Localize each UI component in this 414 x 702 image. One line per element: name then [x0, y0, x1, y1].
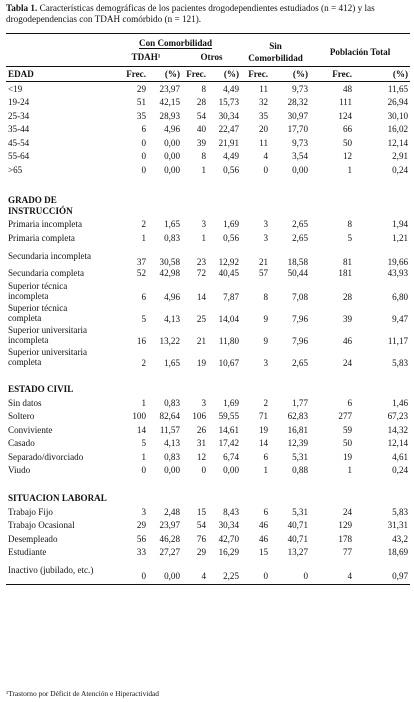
table-row	[6, 324, 410, 346]
data-cell: 181	[338, 268, 353, 279]
table-row	[6, 559, 410, 585]
data-cell: 72	[196, 268, 206, 279]
table-row	[6, 546, 410, 560]
data-cell: 4,13	[164, 438, 180, 449]
data-cell: 28,32	[287, 97, 309, 108]
spacer-cell	[6, 177, 410, 191]
section-title: ESTADO CIVIL	[8, 384, 74, 394]
data-cell: 22,47	[218, 124, 240, 135]
header-con-comorbilidad: Con Comorbilidad	[139, 38, 213, 48]
header-tdah: TDAH¹	[131, 52, 161, 62]
data-cell: 19	[342, 451, 353, 462]
data-cell: 12,92	[218, 256, 240, 267]
section-title: SITUACION LABORAL	[8, 493, 107, 503]
data-cell: 0	[141, 465, 146, 476]
header-sin-comorbilidad: Sin Comorbilidad	[241, 34, 310, 67]
data-cell: 29	[196, 547, 206, 558]
data-cell: 57	[258, 268, 269, 279]
data-cell: 48	[342, 83, 353, 94]
data-cell: 0,00	[164, 151, 180, 162]
data-cell: 106	[192, 411, 206, 422]
data-cell: 0,24	[392, 465, 409, 476]
data-cell: 16,29	[218, 547, 240, 558]
data-cell: 2,65	[292, 232, 309, 243]
row-label: Casado	[8, 438, 35, 449]
data-cell: 21	[258, 256, 269, 267]
header-otros: Otros	[200, 52, 223, 62]
data-cell: 0,83	[164, 451, 180, 462]
row-label: Superior técnica completa	[8, 303, 68, 323]
data-cell: 37	[136, 256, 146, 267]
data-cell: 46	[258, 533, 269, 544]
data-cell: 11,17	[387, 336, 409, 346]
data-cell: 82,64	[159, 411, 180, 422]
data-cell: 59	[342, 424, 353, 435]
row-label: Inactivo (jubilado, etc.)	[6, 559, 110, 585]
data-cell: 11,80	[218, 336, 240, 346]
data-cell: 16,02	[387, 124, 409, 135]
data-cell: 0,56	[223, 232, 240, 243]
data-cell: 2	[263, 397, 269, 408]
data-cell: 5	[347, 232, 353, 243]
data-cell: 3	[263, 232, 269, 243]
data-cell: 40,71	[287, 520, 309, 531]
data-cell: 12	[196, 451, 206, 462]
data-cell: 0	[141, 151, 146, 162]
data-cell: 27,27	[159, 547, 180, 558]
data-cell: 18,69	[387, 547, 409, 558]
data-cell: 50,44	[287, 268, 309, 279]
row-label: 25-34	[8, 110, 30, 121]
data-cell: 2,91	[392, 151, 409, 162]
data-cell: 31	[196, 438, 206, 449]
data-cell: 56	[136, 533, 146, 544]
section-header-row	[6, 382, 410, 396]
section-header-row	[6, 191, 410, 218]
data-cell: 3,54	[292, 151, 309, 162]
data-cell: 100	[132, 411, 146, 422]
data-cell: 3	[201, 219, 206, 230]
data-cell: 8	[201, 83, 206, 94]
data-cell: 277	[338, 411, 353, 422]
data-cell: 1,94	[392, 219, 409, 230]
data-cell: 14	[258, 438, 269, 449]
section-title: EDAD	[6, 67, 110, 82]
data-cell: 29	[136, 520, 146, 531]
spacer-row	[6, 177, 410, 191]
data-cell: 0,00	[164, 164, 180, 175]
table-row	[6, 267, 410, 281]
row-label: 55-64	[8, 151, 30, 162]
data-cell: 26,94	[387, 97, 409, 108]
data-cell: 35	[136, 110, 146, 121]
data-cell: 51	[136, 97, 146, 108]
data-cell: 19	[258, 424, 269, 435]
data-cell: 6	[141, 124, 146, 135]
row-label: >65	[8, 164, 23, 175]
data-cell: 24	[342, 358, 353, 368]
data-cell: 0,24	[392, 164, 409, 175]
row-label: Desempleado	[8, 533, 58, 544]
table-row	[6, 410, 410, 424]
table-row	[6, 163, 410, 177]
data-cell: 1	[201, 164, 206, 175]
data-cell: 11	[259, 137, 269, 148]
data-cell: 4,61	[392, 451, 409, 462]
data-cell: 4,49	[223, 151, 240, 162]
spacer-row	[6, 477, 410, 491]
data-cell: 3	[201, 397, 206, 408]
data-cell: 5	[141, 438, 146, 449]
row-label: 19-24	[8, 97, 30, 108]
data-cell: 8,43	[223, 506, 240, 517]
data-cell: 50	[342, 438, 353, 449]
data-cell: 11,65	[387, 83, 409, 94]
data-cell: 6	[347, 397, 353, 408]
section-header-filler	[110, 382, 410, 396]
caption-label: Tabla 1.	[6, 3, 38, 13]
table-row	[6, 82, 410, 96]
data-cell: 0,83	[164, 397, 180, 408]
table-row	[6, 396, 410, 410]
spacer-cell	[6, 368, 410, 382]
data-cell: 9,47	[392, 314, 409, 324]
data-cell: 1	[347, 164, 353, 175]
data-cell: 1	[141, 451, 146, 462]
data-cell: 4,96	[164, 124, 180, 135]
data-cell: 15,73	[218, 97, 240, 108]
data-cell: 39	[342, 314, 353, 324]
table-row	[6, 464, 410, 478]
data-cell: 20	[258, 124, 269, 135]
data-cell: 1,65	[164, 358, 180, 368]
data-cell: 14	[136, 424, 146, 435]
data-cell: 2,65	[292, 358, 309, 368]
data-cell: 1	[347, 465, 353, 476]
data-cell: 46,28	[159, 533, 180, 544]
row-label: Conviviente	[8, 424, 53, 435]
data-cell: 7,96	[292, 336, 309, 346]
header-pct: (%)	[354, 67, 410, 82]
row-label: Superior universitaria incompleta	[8, 325, 88, 345]
data-cell: 0	[263, 164, 269, 175]
data-cell: 14,61	[218, 424, 240, 435]
data-cell: 1,46	[392, 397, 409, 408]
header-frec: Frec.	[110, 67, 148, 82]
data-cell: 5,31	[292, 451, 309, 462]
data-cell: 50	[342, 137, 353, 148]
data-cell: 6	[263, 506, 269, 517]
caption-text: Características demográficas de los pacientes drogodependientes estudiados (n = 412) y las drogodependencias con TDAH comórbido (n = 121).	[6, 3, 375, 24]
data-cell: 21	[196, 336, 206, 346]
table-row	[6, 280, 410, 302]
row-label: Secundaria completa	[8, 268, 85, 279]
data-cell: 9,73	[292, 137, 309, 148]
data-cell: 2,65	[292, 219, 309, 230]
data-cell: 2,48	[164, 506, 180, 517]
data-cell: 0,00	[292, 164, 309, 175]
row-label: Primaria completa	[8, 232, 75, 243]
data-cell: 0	[110, 559, 148, 585]
table-row	[6, 505, 410, 519]
header-poblacion-total: Población Total	[310, 34, 410, 67]
table-row	[6, 519, 410, 533]
header-pct: (%)	[148, 67, 182, 82]
data-cell: 12	[342, 151, 353, 162]
data-cell: 42,98	[159, 268, 180, 279]
data-cell: 46	[258, 520, 269, 531]
data-cell: 4,49	[223, 83, 240, 94]
data-cell: 4	[182, 559, 208, 585]
header-frec: Frec.	[241, 67, 270, 82]
row-label: Estudiante	[8, 547, 47, 558]
data-cell: 1,69	[223, 219, 240, 230]
data-cell: 0	[141, 164, 146, 175]
data-cell: 77	[342, 547, 353, 558]
data-cell: 5,83	[392, 358, 409, 368]
data-cell: 1	[201, 232, 206, 243]
data-cell: 81	[342, 256, 353, 267]
data-cell: 1,69	[223, 397, 240, 408]
data-cell: 6	[141, 292, 146, 302]
table-row	[6, 218, 410, 232]
data-cell: 28	[342, 292, 353, 302]
table-row	[6, 450, 410, 464]
data-cell: 7,87	[223, 292, 240, 302]
data-cell: 8	[201, 151, 206, 162]
data-cell: 54	[196, 520, 206, 531]
footnote: ¹Trastorno por Déficit de Atención e Hiperactividad	[6, 689, 159, 698]
table-row	[6, 109, 410, 123]
row-label: <19	[8, 83, 23, 94]
data-cell: 14	[196, 292, 206, 302]
data-cell: 12,14	[387, 438, 409, 449]
data-cell: 23,97	[159, 520, 180, 531]
data-cell: 5,31	[292, 506, 309, 517]
data-cell: 71	[258, 411, 269, 422]
data-cell: 18,58	[287, 256, 309, 267]
demographics-table	[6, 33, 410, 585]
data-cell: 42,15	[159, 97, 180, 108]
data-cell: 39	[196, 137, 206, 148]
header-pct: (%)	[270, 67, 310, 82]
data-cell: 66	[342, 124, 353, 135]
data-cell: 29	[136, 83, 146, 94]
row-label: Trabajo Fijo	[8, 506, 53, 517]
row-label: Trabajo Ocasional	[8, 520, 75, 531]
data-cell: 30,97	[287, 110, 309, 121]
data-cell: 16,81	[287, 424, 309, 435]
data-cell: 14,32	[387, 424, 409, 435]
data-cell: 1,65	[164, 219, 180, 230]
data-cell: 16	[136, 336, 146, 346]
data-cell: 54	[196, 110, 206, 121]
spacer-cell	[6, 477, 410, 491]
data-cell: 0	[270, 559, 310, 585]
data-cell: 2	[141, 219, 146, 230]
section-header-filler	[110, 191, 410, 218]
data-cell: 28,93	[159, 110, 180, 121]
section-header-row	[6, 491, 410, 505]
data-cell: 0	[241, 559, 270, 585]
data-cell: 129	[338, 520, 353, 531]
data-cell: 43,93	[387, 268, 409, 279]
data-cell: 1,77	[292, 397, 309, 408]
header-pct: (%)	[208, 67, 241, 82]
data-cell: 178	[338, 533, 353, 544]
data-cell: 0,00	[148, 559, 182, 585]
data-cell: 0,00	[223, 465, 240, 476]
header-frec: Frec.	[310, 67, 354, 82]
data-cell: 1	[263, 465, 269, 476]
data-cell: 6,74	[223, 451, 240, 462]
data-cell: 11,57	[159, 424, 180, 435]
data-cell: 28	[196, 97, 206, 108]
table-row	[6, 423, 410, 437]
data-cell: 9	[263, 314, 269, 324]
row-label: Superior universitaria completa	[8, 347, 88, 367]
data-cell: 25	[196, 314, 206, 324]
data-cell: 26	[196, 424, 206, 435]
data-cell: 9	[263, 336, 269, 346]
data-cell: 43,2	[392, 533, 409, 544]
data-cell: 9,73	[292, 83, 309, 94]
data-cell: 0,56	[223, 164, 240, 175]
data-cell: 3	[263, 219, 269, 230]
data-cell: 23,97	[159, 83, 180, 94]
data-cell: 5,83	[392, 506, 409, 517]
data-cell: 0,97	[354, 559, 410, 585]
data-cell: 0,83	[164, 232, 180, 243]
table-row	[6, 245, 410, 267]
table-row	[6, 302, 410, 324]
data-cell: 7,08	[292, 292, 309, 302]
table-row	[6, 346, 410, 368]
data-cell: 19,66	[387, 256, 409, 267]
data-cell: 40	[196, 124, 206, 135]
header-row-1	[6, 34, 410, 49]
row-label: 35-44	[8, 124, 30, 135]
data-cell: 111	[339, 97, 353, 108]
data-cell: 0,00	[164, 137, 180, 148]
data-cell: 124	[338, 110, 353, 121]
row-label: Primaria incompleta	[8, 219, 82, 230]
data-cell: 31,31	[387, 520, 409, 531]
spacer-row	[6, 368, 410, 382]
row-label: Sin datos	[8, 397, 42, 408]
data-cell: 12,39	[287, 438, 309, 449]
table-row	[6, 136, 410, 150]
data-cell: 59,55	[218, 411, 240, 422]
data-cell: 32	[258, 97, 269, 108]
table-row	[6, 150, 410, 164]
data-cell: 33	[136, 547, 146, 558]
data-cell: 14,04	[218, 314, 240, 324]
data-cell: 2	[141, 358, 146, 368]
row-label: Separado/divorciado	[8, 451, 84, 462]
header-frec: Frec.	[182, 67, 208, 82]
data-cell: 10,67	[218, 358, 240, 368]
table-row	[6, 231, 410, 245]
data-cell: 12,14	[387, 137, 409, 148]
section-header-filler	[110, 491, 410, 505]
data-cell: 13,22	[159, 336, 180, 346]
data-cell: 1	[141, 232, 146, 243]
section-header-row	[6, 67, 410, 82]
data-cell: 8	[347, 219, 353, 230]
data-cell: 1,21	[392, 232, 409, 243]
data-cell: 2,25	[208, 559, 241, 585]
data-cell: 3	[263, 358, 269, 368]
data-cell: 5	[141, 314, 146, 324]
data-cell: 40,71	[287, 533, 309, 544]
data-cell: 7,96	[292, 314, 309, 324]
data-cell: 4,13	[164, 314, 180, 324]
data-cell: 6,80	[392, 292, 409, 302]
data-cell: 30,34	[218, 110, 240, 121]
table-row	[6, 96, 410, 110]
data-cell: 46	[342, 336, 353, 346]
data-cell: 3	[141, 506, 146, 517]
data-cell: 1	[141, 397, 146, 408]
data-cell: 19	[196, 358, 206, 368]
table-caption	[6, 3, 410, 25]
data-cell: 42,70	[218, 533, 240, 544]
data-cell: 0	[141, 137, 146, 148]
data-cell: 30,10	[387, 110, 409, 121]
data-cell: 0,88	[292, 465, 309, 476]
data-cell: 24	[342, 506, 353, 517]
data-cell: 11	[259, 83, 269, 94]
data-cell: 67,23	[387, 411, 409, 422]
data-cell: 8	[263, 292, 269, 302]
data-cell: 30,34	[218, 520, 240, 531]
data-cell: 35	[258, 110, 269, 121]
data-cell: 0	[201, 465, 206, 476]
data-cell: 13,27	[287, 547, 309, 558]
table-row	[6, 437, 410, 451]
row-label: 45-54	[8, 137, 30, 148]
data-cell: 76	[196, 533, 206, 544]
data-cell: 4,96	[164, 292, 180, 302]
data-cell: 23	[196, 256, 206, 267]
data-cell: 40,45	[218, 268, 240, 279]
data-cell: 17,42	[218, 438, 240, 449]
data-cell: 62,83	[287, 411, 309, 422]
row-label: Soltero	[8, 411, 35, 422]
data-cell: 0,00	[164, 465, 180, 476]
row-label: Superior técnica incompleta	[8, 281, 68, 301]
data-cell: 17,70	[287, 124, 309, 135]
data-cell: 21,91	[218, 137, 240, 148]
section-title: GRADO DE INSTRUCCIÓN	[8, 194, 73, 216]
data-cell: 4	[310, 559, 354, 585]
data-cell: 4	[263, 151, 269, 162]
data-cell: 30,58	[159, 256, 180, 267]
data-cell: 52	[136, 268, 146, 279]
table-row	[6, 532, 410, 546]
row-label: Secundaria incompleta	[8, 250, 92, 261]
row-label: Viudo	[8, 465, 31, 476]
data-cell: 15	[196, 506, 206, 517]
table-row	[6, 123, 410, 137]
data-cell: 15	[258, 547, 269, 558]
data-cell: 6	[263, 451, 269, 462]
